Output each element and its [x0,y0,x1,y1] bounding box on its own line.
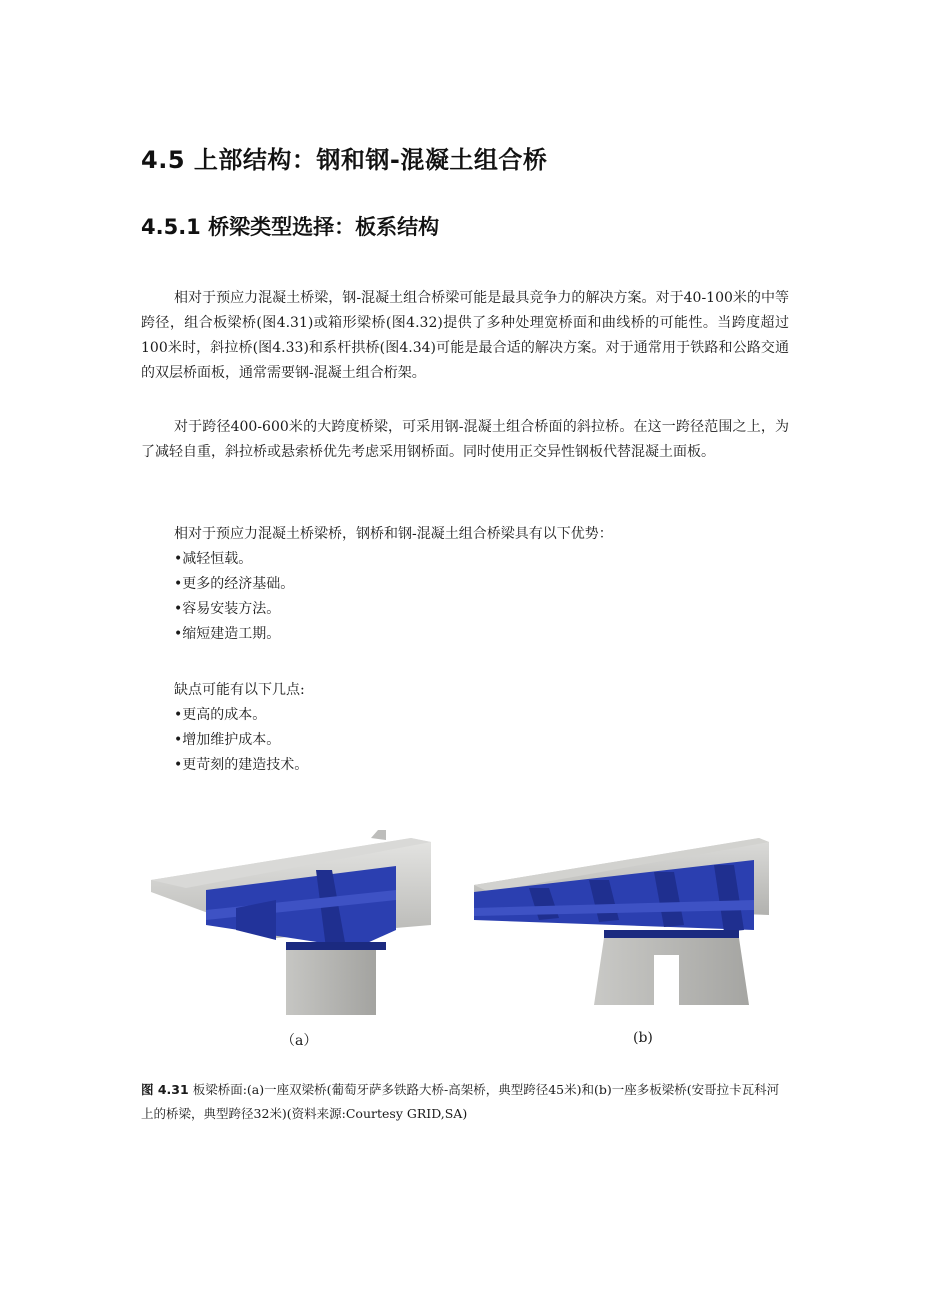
list-item: •更多的经济基础。 [174,576,295,592]
list-item: •更苛刻的建造技术。 [174,757,309,773]
paragraph-1: 相对于预应力混凝土桥梁，钢-混凝土组合桥梁可能是最具竞争力的解决方案。对于40-100米的中等跨径，组合板梁桥(图4.31)或箱形梁桥(图4.32)提供了多种处理宽桥面和曲线桥的可能性。当跨度超过100米时，斜拉桥(图4.33)和系杆拱桥(图4.34)可能是最合适的解决方案。对于通常用于铁路和公路交通的双层桥面板，通常需要钢-混凝土组合桁架。 [141,290,789,381]
list-item: •减轻恒载。 [174,551,253,567]
paragraph-2: 对于跨径400-600米的大跨度桥梁，可采用钢-混凝土组合桥面的斜拉桥。在这一跨径范围之上，为了减轻自重，斜拉桥或悬索桥优先考虑采用钢桥面。同时使用正交异性钢板代替混凝土面板。 [141,419,789,460]
figure-caption [141,1078,789,1126]
figure-number: 图 4.31 [141,1082,189,1097]
list-item: •增加维护成本。 [174,732,281,748]
disadvantages-heading: 缺点可能有以下几点: [174,682,305,698]
multi-girder-bridge-image [469,830,784,1020]
list-item: •容易安装方法。 [174,601,281,617]
figure-4-31 [141,830,789,1060]
list-item: •缩短建造工期。 [174,626,281,642]
advantages-heading: 相对于预应力混凝土桥梁桥，钢桥和钢-混凝土组合桥梁具有以下优势： [174,526,613,542]
twin-girder-bridge-image [146,830,436,1020]
figure-label-b: (b) [633,1030,653,1046]
advantages-list [174,522,774,647]
subsection-title: 4.5.1 桥梁类型选择：板系结构 [141,215,440,239]
list-item: •更高的成本。 [174,707,267,723]
disadvantages-list [174,678,774,778]
figure-caption-text: 板梁桥面:(a)一座双梁桥(葡萄牙萨多铁路大桥-高架桥，典型跨径45米)和(b)一座多板梁桥(安哥拉卡瓦科河上的桥梁，典型跨径32米)(资料来源:Courtesy GRID,SA) [141,1082,780,1121]
figure-label-a: （a） [281,1033,318,1049]
section-title: 4.5 上部结构：钢和钢-混凝土组合桥 [141,146,548,174]
